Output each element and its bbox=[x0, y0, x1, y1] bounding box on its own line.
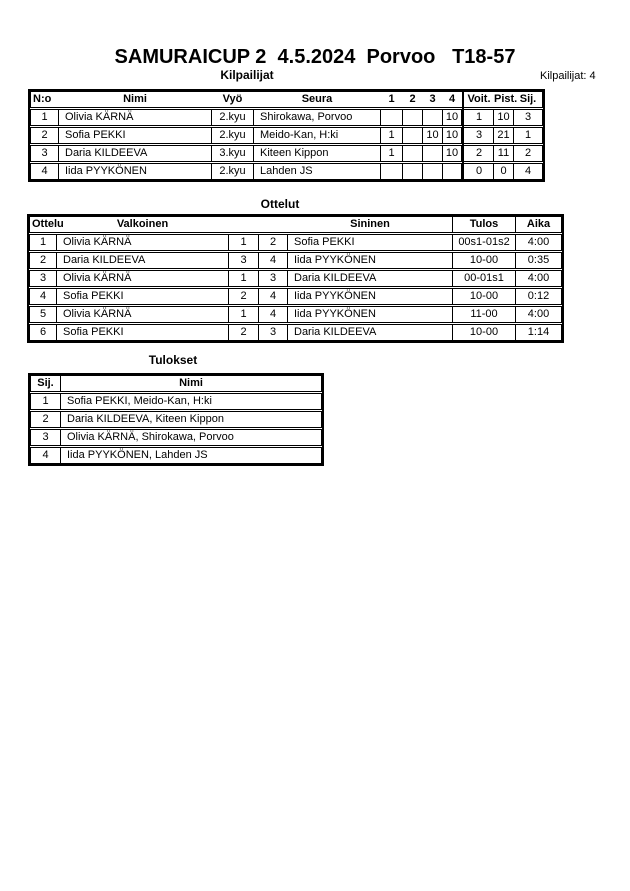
cell-r2 bbox=[403, 146, 423, 161]
cell-pist: 0 bbox=[494, 164, 514, 179]
cell-aika: 4:00 bbox=[527, 236, 550, 248]
cell-seura: Kiteen Kippon bbox=[254, 146, 381, 161]
cell-sij: 3 bbox=[524, 111, 532, 123]
cell-pist: 11 bbox=[494, 146, 514, 161]
table-row bbox=[30, 163, 543, 180]
cell-sininen: Sofia PEKKI bbox=[288, 235, 453, 250]
col-header-valkoinen: Valkoinen bbox=[116, 218, 169, 230]
cell-r3 bbox=[423, 164, 443, 179]
table-row bbox=[29, 306, 562, 323]
cell-aika: 0:35 bbox=[527, 254, 550, 266]
cell-no: 2 bbox=[31, 128, 59, 143]
cell-r3: 10 bbox=[423, 128, 443, 143]
table-row bbox=[30, 429, 322, 446]
table-row bbox=[29, 234, 562, 251]
cell-no: 4 bbox=[30, 289, 57, 304]
table-row bbox=[29, 252, 562, 269]
competitors-count: Kilpailijat: 4 bbox=[540, 70, 596, 82]
cell-sij: 1 bbox=[524, 129, 532, 141]
cell-aika: 4:00 bbox=[527, 272, 550, 284]
cell-sininen: Iida PYYKÖNEN bbox=[288, 253, 453, 268]
col-header-round2: 2 bbox=[409, 93, 416, 105]
cell-no: 5 bbox=[30, 307, 57, 322]
header-spacer bbox=[229, 217, 288, 232]
cell-sininen: Daria KILDEEVA bbox=[288, 271, 453, 286]
cell-bnum: 3 bbox=[259, 325, 288, 340]
competitors-header-row bbox=[30, 91, 543, 108]
col-header-round3: 3 bbox=[429, 93, 436, 105]
cell-voit: 2 bbox=[465, 146, 494, 161]
cell-vyo: 2.kyu bbox=[212, 128, 254, 143]
cell-nimi: Olivia KÄRNÄ, Shirokawa, Porvoo bbox=[67, 431, 234, 443]
cell-valkoinen: Sofia PEKKI bbox=[57, 289, 229, 304]
results-header-row bbox=[30, 375, 322, 392]
col-header-seura: Seura bbox=[301, 93, 333, 105]
cell-r3 bbox=[423, 110, 443, 125]
cell-no: 1 bbox=[31, 110, 59, 125]
table-row bbox=[30, 393, 322, 410]
cell-sij: 3 bbox=[31, 430, 61, 445]
cell-tulos: 10-00 bbox=[453, 253, 516, 268]
cell-r4: 10 bbox=[443, 146, 462, 161]
col-header-aika: Aika bbox=[526, 218, 551, 230]
col-header-sij: Sij. bbox=[31, 376, 61, 391]
cell-nimi: Olivia KÄRNÄ bbox=[59, 110, 212, 125]
cell-valkoinen: Olivia KÄRNÄ bbox=[57, 307, 229, 322]
cell-r1: 1 bbox=[381, 146, 403, 161]
cell-aika: 1:14 bbox=[527, 326, 550, 338]
competitors-rows bbox=[30, 109, 543, 180]
cell-sij: 4 bbox=[524, 165, 532, 177]
section-title-competitors: Kilpailijat bbox=[220, 68, 274, 82]
cell-wnum: 1 bbox=[229, 271, 259, 286]
cell-tulos: 11-00 bbox=[453, 307, 516, 322]
cell-sij: 1 bbox=[31, 394, 61, 409]
cell-r2 bbox=[403, 164, 423, 179]
cell-nimi: Daria KILDEEVA, Kiteen Kippon bbox=[67, 413, 224, 425]
cell-seura: Meido-Kan, H:ki bbox=[254, 128, 381, 143]
cell-voit: 0 bbox=[465, 164, 494, 179]
section-title-matches: Ottelut bbox=[260, 197, 300, 211]
cell-no: 1 bbox=[30, 235, 57, 250]
results-table bbox=[28, 373, 324, 466]
section-title-results: Tulokset bbox=[148, 353, 198, 367]
cell-bnum: 4 bbox=[259, 307, 288, 322]
cell-vyo: 3.kyu bbox=[212, 146, 254, 161]
cell-valkoinen: Daria KILDEEVA bbox=[57, 253, 229, 268]
cell-sininen: Iida PYYKÖNEN bbox=[288, 289, 453, 304]
cell-pist: 21 bbox=[494, 128, 514, 143]
col-header-tulos: Tulos bbox=[453, 217, 516, 232]
cell-tulos: 10-00 bbox=[453, 325, 516, 340]
cell-tulos: 00-01s1 bbox=[453, 271, 516, 286]
cell-r4 bbox=[443, 164, 462, 179]
cell-sininen: Iida PYYKÖNEN bbox=[288, 307, 453, 322]
cell-seura: Lahden JS bbox=[254, 164, 381, 179]
cell-no: 2 bbox=[30, 253, 57, 268]
cell-wnum: 2 bbox=[229, 289, 259, 304]
cell-nimi: Iida PYYKÖNEN, Lahden JS bbox=[67, 449, 208, 461]
col-header-sij: Sij. bbox=[519, 93, 537, 105]
cell-nimi: Daria KILDEEVA bbox=[59, 146, 212, 161]
table-row bbox=[29, 324, 562, 341]
cell-bnum: 4 bbox=[259, 253, 288, 268]
cell-aika: 0:12 bbox=[527, 290, 550, 302]
col-header-no: N:o bbox=[33, 93, 52, 105]
thick-column-divider bbox=[462, 91, 464, 180]
cell-vyo: 2.kyu bbox=[212, 164, 254, 179]
col-header-ottelu: Ottelu bbox=[32, 218, 64, 230]
cell-pist: 10 bbox=[494, 110, 514, 125]
table-row bbox=[29, 270, 562, 287]
col-header-voit: Voit. bbox=[467, 93, 491, 105]
table-row bbox=[30, 447, 322, 464]
cell-wnum: 3 bbox=[229, 253, 259, 268]
cell-seura: Shirokawa, Porvoo bbox=[254, 110, 381, 125]
cell-wnum: 1 bbox=[229, 307, 259, 322]
col-header-nimi: Nimi bbox=[179, 377, 203, 389]
table-row bbox=[29, 288, 562, 305]
cell-voit: 1 bbox=[465, 110, 494, 125]
matches-table bbox=[27, 214, 564, 343]
col-header-vyo: Vyö bbox=[222, 93, 243, 105]
cell-no: 6 bbox=[30, 325, 57, 340]
col-header-round1: 1 bbox=[388, 93, 395, 105]
cell-tulos: 00s1-01s2 bbox=[453, 235, 516, 250]
table-row bbox=[30, 145, 543, 162]
page-title: SAMURAICUP 2 4.5.2024 Porvoo T18-57 bbox=[114, 46, 516, 68]
cell-voit: 3 bbox=[465, 128, 494, 143]
cell-r4: 10 bbox=[443, 110, 462, 125]
col-header-pist: Pist. bbox=[494, 93, 518, 105]
cell-no: 3 bbox=[30, 271, 57, 286]
cell-r1 bbox=[381, 110, 403, 125]
table-row bbox=[30, 109, 543, 126]
cell-r1 bbox=[381, 164, 403, 179]
cell-nimi: Iida PYYKÖNEN bbox=[59, 164, 212, 179]
cell-r3 bbox=[423, 146, 443, 161]
cell-no: 3 bbox=[31, 146, 59, 161]
cell-valkoinen: Olivia KÄRNÄ bbox=[57, 271, 229, 286]
cell-wnum: 1 bbox=[229, 235, 259, 250]
cell-r1: 1 bbox=[381, 128, 403, 143]
cell-bnum: 4 bbox=[259, 289, 288, 304]
cell-bnum: 3 bbox=[259, 271, 288, 286]
cell-r4: 10 bbox=[443, 128, 462, 143]
cell-aika: 4:00 bbox=[527, 308, 550, 320]
cell-sij: 4 bbox=[31, 448, 61, 463]
col-header-round4: 4 bbox=[448, 93, 456, 105]
table-row bbox=[30, 127, 543, 144]
cell-nimi: Sofia PEKKI bbox=[59, 128, 212, 143]
matches-rows bbox=[29, 234, 562, 341]
cell-sij: 2 bbox=[524, 147, 532, 159]
cell-sininen: Daria KILDEEVA bbox=[288, 325, 453, 340]
cell-valkoinen: Olivia KÄRNÄ bbox=[57, 235, 229, 250]
cell-r2 bbox=[403, 110, 423, 125]
cell-valkoinen: Sofia PEKKI bbox=[57, 325, 229, 340]
results-rows bbox=[30, 393, 322, 464]
table-row bbox=[30, 411, 322, 428]
cell-wnum: 2 bbox=[229, 325, 259, 340]
col-header-sininen: Sininen bbox=[288, 217, 453, 232]
cell-tulos: 10-00 bbox=[453, 289, 516, 304]
cell-vyo: 2.kyu bbox=[212, 110, 254, 125]
competitors-table bbox=[28, 89, 545, 182]
cell-bnum: 2 bbox=[259, 235, 288, 250]
cell-r2 bbox=[403, 128, 423, 143]
matches-header-row bbox=[29, 216, 562, 233]
cell-nimi: Sofia PEKKI, Meido-Kan, H:ki bbox=[67, 395, 212, 407]
col-header-nimi: Nimi bbox=[123, 93, 147, 105]
cell-no: 4 bbox=[31, 164, 59, 179]
cell-sij: 2 bbox=[31, 412, 61, 427]
